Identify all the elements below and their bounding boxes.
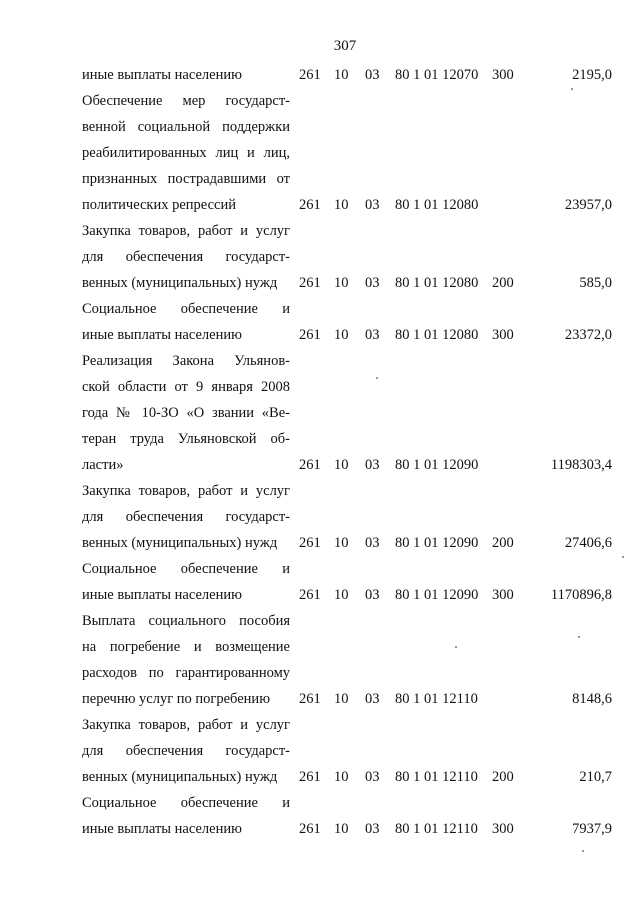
scan-speck [578,636,580,638]
description-line: для обеспечения государст- [82,743,290,759]
description-line: политических репрессий [82,197,236,213]
row-codes [82,764,612,790]
description-line: перечню услуг по погребению [82,691,271,707]
cell-amount: 1198303,4 [550,457,612,473]
table-row [82,62,612,88]
description-line: Закупка товаров, работ и услуг [82,483,290,499]
table-row [82,790,612,842]
table-row [82,608,612,712]
description-line: для обеспечения государст- [82,509,290,525]
cell-amount: 8148,6 [572,691,612,707]
table-row [82,712,612,790]
description-line: Выплата социального пособия [82,613,290,629]
description-line: Социальное обеспечение и [82,795,290,811]
cell-amount: 23372,0 [564,327,612,343]
table-row [82,296,612,348]
cell-target-article: 80 1 01 12110 [395,691,478,707]
description-line: Закупка товаров, работ и услуг [82,223,290,239]
cell-department-code: 261 [299,769,321,785]
description-line: венных (муниципальных) нужд [82,275,278,291]
cell-subsection-code: 03 [365,197,380,213]
cell-subsection-code: 03 [365,327,380,343]
cell-subsection-code: 03 [365,769,380,785]
cell-subsection-code: 03 [365,67,380,83]
row-codes [82,322,612,348]
cell-expense-type: 200 [492,535,514,551]
cell-expense-type: 300 [492,587,514,603]
cell-amount: 210,7 [579,769,612,785]
cell-amount: 2195,0 [572,67,612,83]
cell-subsection-code: 03 [365,821,380,837]
description-line: теран труда Ульяновской об- [82,431,290,447]
row-codes [82,816,612,842]
cell-target-article: 80 1 01 12090 [395,535,479,551]
cell-subsection-code: 03 [365,691,380,707]
cell-target-article: 80 1 01 12110 [395,769,478,785]
cell-department-code: 261 [299,275,321,291]
cell-target-article: 80 1 01 12080 [395,275,479,291]
cell-subsection-code: 03 [365,587,380,603]
cell-target-article: 80 1 01 12090 [395,457,479,473]
description-line: иные выплаты населению [82,327,242,343]
description-line: иные выплаты населению [82,821,242,837]
table-row [82,348,612,478]
row-codes [82,62,612,88]
cell-amount: 1170896,8 [550,587,612,603]
cell-section-code: 10 [334,821,349,837]
cell-expense-type: 300 [492,67,514,83]
cell-section-code: 10 [334,67,349,83]
cell-target-article: 80 1 01 12110 [395,821,478,837]
description-line: Социальное обеспечение и [82,561,290,577]
cell-amount: 27406,6 [564,535,612,551]
table-row [82,556,612,608]
description-line: для обеспечения государст- [82,249,290,265]
description-line: признанных пострадавшими от [82,171,290,187]
cell-section-code: 10 [334,691,349,707]
description-line: расходов по гарантированному [82,665,290,681]
cell-amount: 585,0 [579,275,612,291]
description-line: на погребение и возмещение [82,639,290,655]
page-number: 307 [333,38,357,54]
cell-target-article: 80 1 01 12080 [395,327,479,343]
cell-department-code: 261 [299,691,321,707]
cell-target-article: 80 1 01 12080 [395,197,479,213]
scan-speck [622,556,624,558]
row-codes [82,452,612,478]
cell-expense-type: 300 [492,327,514,343]
description-line: Обеспечение мер государст- [82,93,290,109]
cell-section-code: 10 [334,587,349,603]
description-line: реабилитированных лиц и лиц, [82,145,290,161]
cell-department-code: 261 [299,821,321,837]
table-row [82,478,612,556]
row-codes [82,192,612,218]
table-row [82,88,612,218]
cell-section-code: 10 [334,197,349,213]
cell-section-code: 10 [334,769,349,785]
cell-amount: 7937,9 [572,821,612,837]
cell-target-article: 80 1 01 12070 [395,67,479,83]
row-codes [82,530,612,556]
cell-department-code: 261 [299,535,321,551]
cell-section-code: 10 [334,275,349,291]
cell-department-code: 261 [299,457,321,473]
description-line: ласти» [82,457,124,473]
cell-subsection-code: 03 [365,457,380,473]
row-codes [82,270,612,296]
scan-speck [455,646,457,648]
description-line: венных (муниципальных) нужд [82,769,278,785]
description-line: венной социальной поддержки [82,119,290,135]
cell-department-code: 261 [299,197,321,213]
cell-section-code: 10 [334,535,349,551]
description-line: иные выплаты населению [82,67,242,83]
scan-speck [582,850,584,852]
cell-target-article: 80 1 01 12090 [395,587,479,603]
cell-department-code: 261 [299,327,321,343]
cell-expense-type: 200 [492,275,514,291]
description-line: иные выплаты населению [82,587,242,603]
row-codes [82,582,612,608]
description-line: венных (муниципальных) нужд [82,535,278,551]
scan-speck [571,88,573,90]
cell-expense-type: 300 [492,821,514,837]
cell-amount: 23957,0 [564,197,612,213]
cell-subsection-code: 03 [365,535,380,551]
cell-department-code: 261 [299,67,321,83]
budget-table [82,62,612,842]
row-codes [82,686,612,712]
cell-subsection-code: 03 [365,275,380,291]
scan-speck [376,377,378,379]
table-row [82,218,612,296]
description-line: Реализация Закона Ульянов- [82,353,290,369]
description-line: Социальное обеспечение и [82,301,290,317]
description-line: ской области от 9 января 2008 [82,379,290,395]
description-line: Закупка товаров, работ и услуг [82,717,290,733]
cell-department-code: 261 [299,587,321,603]
cell-section-code: 10 [334,327,349,343]
cell-expense-type: 200 [492,769,514,785]
description-line: года № 10-ЗО «О звании «Ве- [82,405,290,421]
cell-section-code: 10 [334,457,349,473]
